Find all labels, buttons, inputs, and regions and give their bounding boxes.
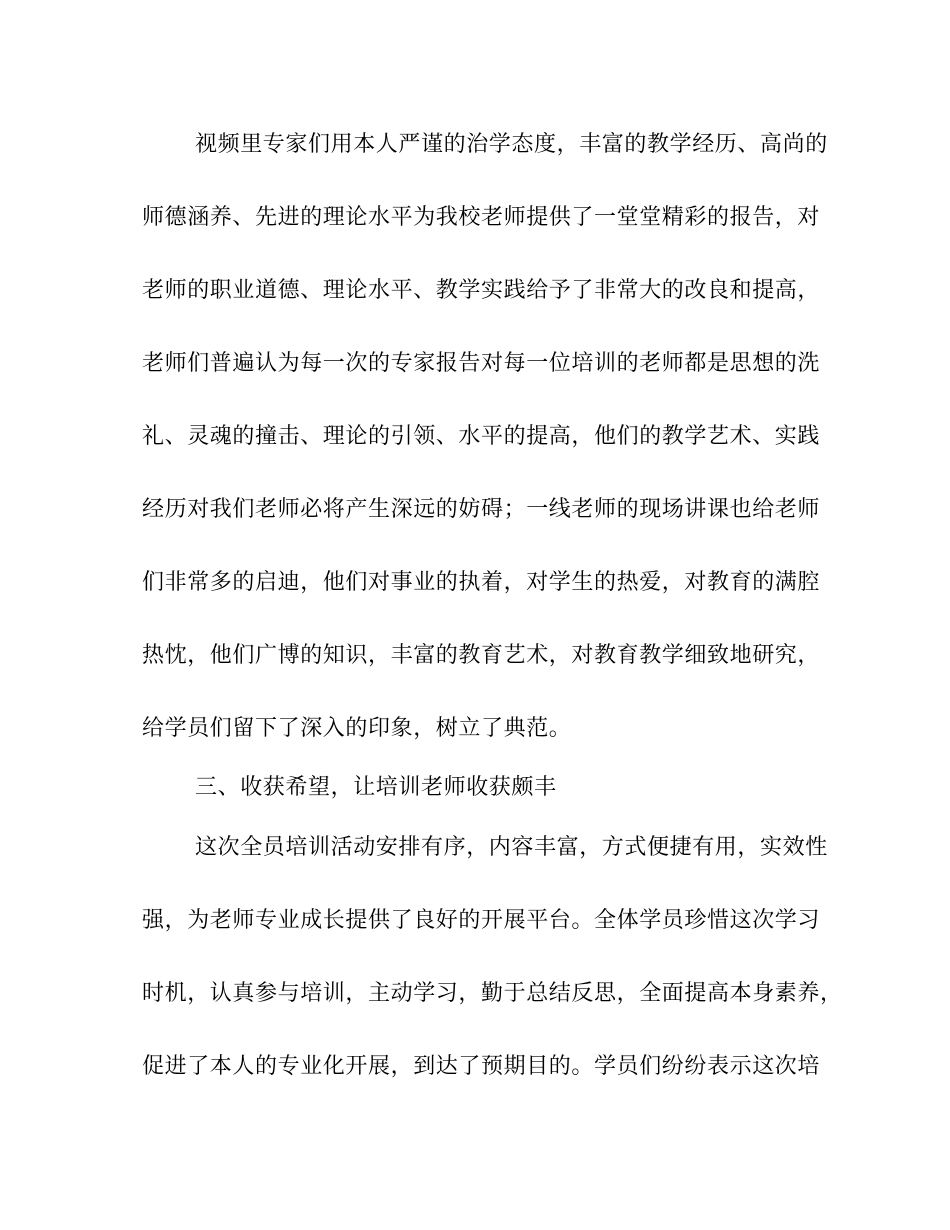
paragraph-line: 给学员们留下了深入的印象，树立了典范。 <box>142 716 572 741</box>
paragraph-line: 们非常多的启迪，他们对事业的执着，对学生的热爱，对教育的满腔 <box>142 570 821 595</box>
paragraph-line: 时机，认真参与培训，主动学习，勤于总结反思，全面提高本身素养， <box>142 981 843 1006</box>
paragraph-line: 视频里专家们用本人严谨的治学态度，丰富的教学经历、高尚的 <box>195 132 828 157</box>
paragraph-line: 这次全员培训活动安排有序，内容丰富，方式便捷有用，实效性 <box>195 835 828 860</box>
paragraph-line: 强，为老师专业成长提供了良好的开展平台。全体学员珍惜这次学习 <box>142 908 821 933</box>
paragraph-line: 师德涵养、先进的理论水平为我校老师提供了一堂堂精彩的报告，对 <box>142 205 821 230</box>
section-heading: 三、收获希望，让培训老师收获颇丰 <box>195 775 557 800</box>
paragraph-line: 热忱，他们广博的知识，丰富的教育艺术，对教育教学细致地研究， <box>142 643 821 668</box>
paragraph-line: 经历对我们老师必将产生深远的妨碍；一线老师的现场讲课也给老师 <box>142 497 821 522</box>
paragraph-line: 老师的职业道德、理论水平、教学实践给予了非常大的改良和提高， <box>142 278 821 303</box>
paragraph-line: 促进了本人的专业化开展，到达了预期目的。学员们纷纷表示这次培 <box>142 1054 821 1079</box>
paragraph-line: 礼、灵魂的撞击、理论的引领、水平的提高，他们的教学艺术、实践 <box>142 424 821 449</box>
paragraph-line: 老师们普遍认为每一次的专家报告对每一位培训的老师都是思想的洗 <box>142 351 821 376</box>
